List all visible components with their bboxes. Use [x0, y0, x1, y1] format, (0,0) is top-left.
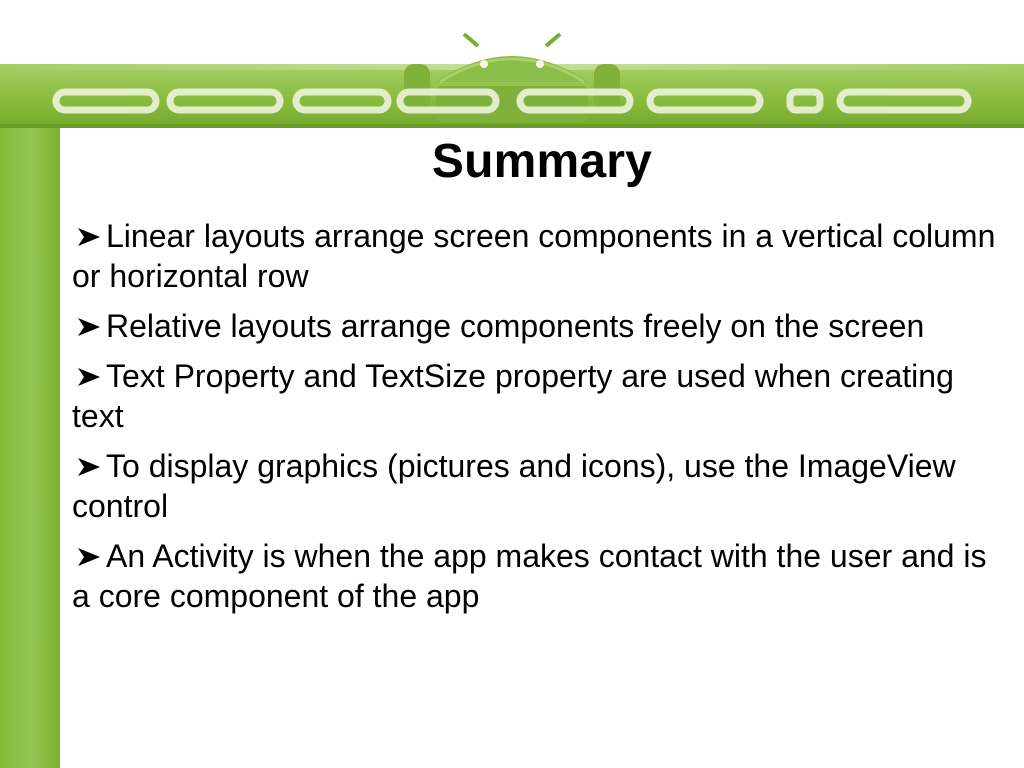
arrow-bullet-icon — [72, 536, 106, 576]
slide-title: Summary — [431, 135, 653, 188]
list-item — [72, 536, 1002, 616]
bullet-text: Text Property and TextSize property are used when creating text — [72, 358, 954, 434]
list-item — [72, 216, 1002, 296]
list-item — [72, 306, 1002, 346]
bullet-text: To display graphics (pictures and icons), use the ImageView control — [72, 448, 956, 524]
left-sidebar-bar — [0, 128, 60, 768]
bullet-text: Linear layouts arrange screen components in a vertical column or horizontal row — [72, 218, 996, 294]
list-item — [72, 356, 1002, 436]
arrow-bullet-icon — [72, 446, 106, 486]
bullet-list — [72, 216, 1002, 626]
arrow-bullet-icon — [72, 216, 106, 256]
list-item — [72, 446, 1002, 526]
android-logo — [0, 30, 1024, 140]
arrow-bullet-icon — [72, 356, 106, 396]
bullet-text: An Activity is when the app makes contact with the user and is a core component of the app — [72, 538, 987, 614]
bullet-text: Relative layouts arrange components freely on the screen — [106, 308, 925, 344]
arrow-bullet-icon — [72, 306, 106, 346]
